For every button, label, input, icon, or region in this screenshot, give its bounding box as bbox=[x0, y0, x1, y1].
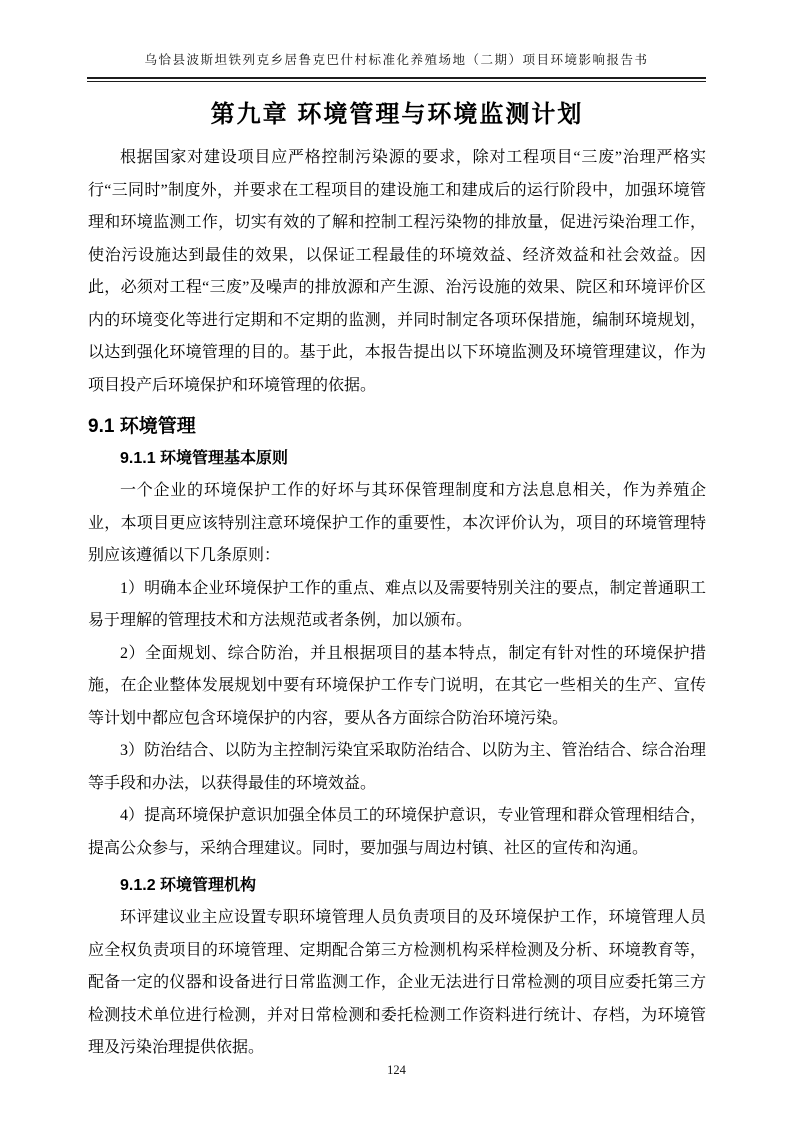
section-9-1-1-heading: 9.1.1 环境管理基本原则 bbox=[120, 450, 289, 467]
section-9-1-2-body: 环评建议业主应设置专职环境管理人员负责项目的及环境保护工作，环境管理人员应全权负责项目的环境管理、定期配合第三方检测机构采样检测及分析、环境教育等，配备一定的仪器和设备进行日常监测工作，企业无法进行日常检测的项目应委托第三方检测技术单位进行检测，并对日常检测和委托检测工作资料进行统计、存档，为环境管理及污染治理提供依据。 bbox=[88, 909, 706, 1056]
principle-item-4: 4）提高环境保护意识加强全体员工的环境保护意识，专业管理和群众管理相结合，提高公众参与，采纳合理建议。同时，要加强与周边村镇、社区的宣传和沟通。 bbox=[88, 807, 706, 857]
principle-item-1: 1）明确本企业环境保护工作的重点、难点以及需要特别关注的要点，制定普通职工易于理解的管理技术和方法规范或者条例，加以颁布。 bbox=[88, 579, 706, 629]
page-footer bbox=[0, 1063, 793, 1078]
principle-item-3: 3）防治结合、以防为主控制污染宜采取防治结合、以防为主、管治结合、综合治理等手段和办法，以获得最佳的环境效益。 bbox=[88, 742, 706, 792]
running-header bbox=[87, 50, 706, 82]
page-number: 124 bbox=[387, 1063, 406, 1077]
section-9-1-heading: 9.1 环境管理 bbox=[88, 416, 196, 437]
principle-item-2: 2）全面规划、综合防治，并且根据项目的基本特点，制定有针对性的环境保护措施，在企业整体发展规划中要有环境保护工作专门说明，在其它一些相关的生产、宣传等计划中都应包含环境保护的内容，要从各方面综合防治环境污染。 bbox=[88, 644, 706, 727]
intro-paragraph: 根据国家对建设项目应严格控制污染源的要求，除对工程项目“三废”治理严格实行“三同时”制度外，并要求在工程项目的建设施工和建成后的运行阶段中，加强环境管理和环境监测工作，切实有效的了解和控制工程污染物的排放量，促进污染治理工作，使治污设施达到最佳的效果，以保证工程最佳的环境效益、经济效益和社会效益。因此，必须对工程“三废”及噪声的排放源和产生源、治污设施的效果、院区和环境评价区内的环境变化等进行定期和不定期的监测，并同时制定各项环保措施，编制环境规划，以达到强化环境管理的目的。基于此，本报告提出以下环境监测及环境管理建议，作为项目投产后环境保护和环境管理的依据。 bbox=[88, 149, 706, 394]
section-9-1-2-heading: 9.1.2 环境管理机构 bbox=[120, 877, 257, 894]
section-9-1-1-intro: 一个企业的环境保护工作的好坏与其环保管理制度和方法息息相关，作为养殖企业，本项目更应该特别注意环境保护工作的重要性，本次评价认为，项目的环境管理特别应该遵循以下几条原则： bbox=[88, 482, 706, 564]
page-content bbox=[88, 86, 706, 1065]
chapter-title: 第九章 环境管理与环境监测计划 bbox=[210, 101, 584, 128]
header-title: 乌恰县波斯坦铁列克乡居鲁克巴什村标准化养殖场地（二期）项目环境影响报告书 bbox=[144, 53, 649, 67]
header-rule bbox=[87, 77, 706, 82]
